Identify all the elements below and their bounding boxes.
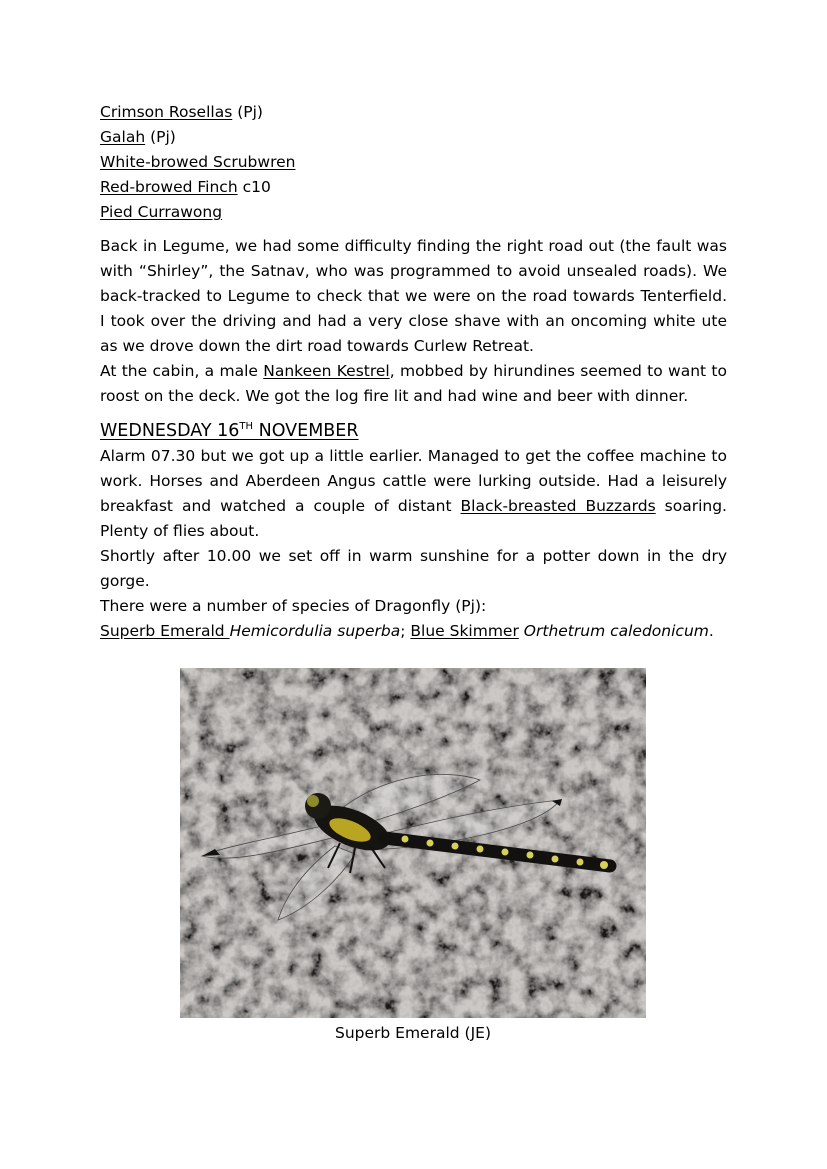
- punctuation: .: [708, 622, 714, 640]
- paragraph-text: There were a number of species of Dragonfly (Pj):: [100, 597, 487, 615]
- paragraph-legume: [100, 234, 727, 359]
- bird-name: White-browed Scrubwren: [100, 153, 296, 171]
- species-name: Superb Emerald: [100, 622, 230, 640]
- bird-list-item: [100, 175, 727, 200]
- species-latin: Orthetrum caledonicum: [523, 622, 709, 640]
- bird-note: c10: [237, 178, 271, 196]
- paragraph-alarm: [100, 444, 727, 544]
- bird-note: (Pj): [232, 103, 263, 121]
- species-name: Nankeen Kestrel: [263, 362, 390, 380]
- bird-name: Red-browed Finch: [100, 178, 238, 196]
- heading-ordinal: TH: [239, 421, 254, 432]
- bird-list: [100, 100, 727, 225]
- species-name: Black-breasted Buzzards: [460, 497, 656, 515]
- bird-list-item: [100, 200, 727, 225]
- separator: ;: [400, 622, 411, 640]
- species-line: [100, 619, 727, 644]
- paragraph-text: Back in Legume, we had some difficulty finding the right road out (the fault was with “Shirley”, the Satnav, who was programmed to avoid unsealed roads). We back-tracked to Legume to check that we were on the road towards Tenterfield. I took over the driving and had a very close shave with an oncoming white ute as we drove down the dirt road towards Curlew Retreat.: [100, 237, 727, 355]
- paragraph-text: soaring. Plenty of flies about.: [100, 497, 727, 540]
- paragraph-text: At the cabin, a male: [100, 362, 264, 380]
- paragraph-text: Shortly after 10.00 we set off in warm sunshine for a potter down in the dry gorge.: [100, 547, 727, 590]
- bird-note: (Pj): [145, 128, 176, 146]
- paragraph-text: , mobbed by hirundines seemed to want to roost on the deck. We got the log fire lit and had wine and beer with dinner.: [100, 362, 727, 405]
- bird-name: Galah: [100, 128, 146, 146]
- photo-caption: Superb Emerald (JE): [334, 1024, 491, 1042]
- bird-name: Crimson Rosellas: [100, 103, 233, 121]
- species-name: Blue Skimmer: [410, 622, 519, 640]
- paragraph-cabin: [100, 359, 727, 409]
- bird-name: Pied Currawong: [100, 203, 223, 221]
- paragraph-gorge: [100, 544, 727, 594]
- heading-day: WEDNESDAY 16: [100, 421, 240, 441]
- bird-list-item: [100, 150, 727, 175]
- heading-month: NOVEMBER: [253, 421, 359, 441]
- dragonfly-photo: [180, 668, 646, 1018]
- paragraph-text: Alarm 07.30 but we got up a little earlier. Managed to get the coffee machine to work. Horses and Aberdeen Angus cattle were lurking outside. Had a leisurely breakfast and watched a couple of distant: [100, 447, 727, 515]
- day-heading: [100, 418, 727, 444]
- bird-list-item: [100, 100, 727, 125]
- species-latin: Hemicordulia superba: [229, 622, 401, 640]
- paragraph-dragonfly: [100, 594, 727, 619]
- document-body: [100, 100, 727, 644]
- bird-list-item: [100, 125, 727, 150]
